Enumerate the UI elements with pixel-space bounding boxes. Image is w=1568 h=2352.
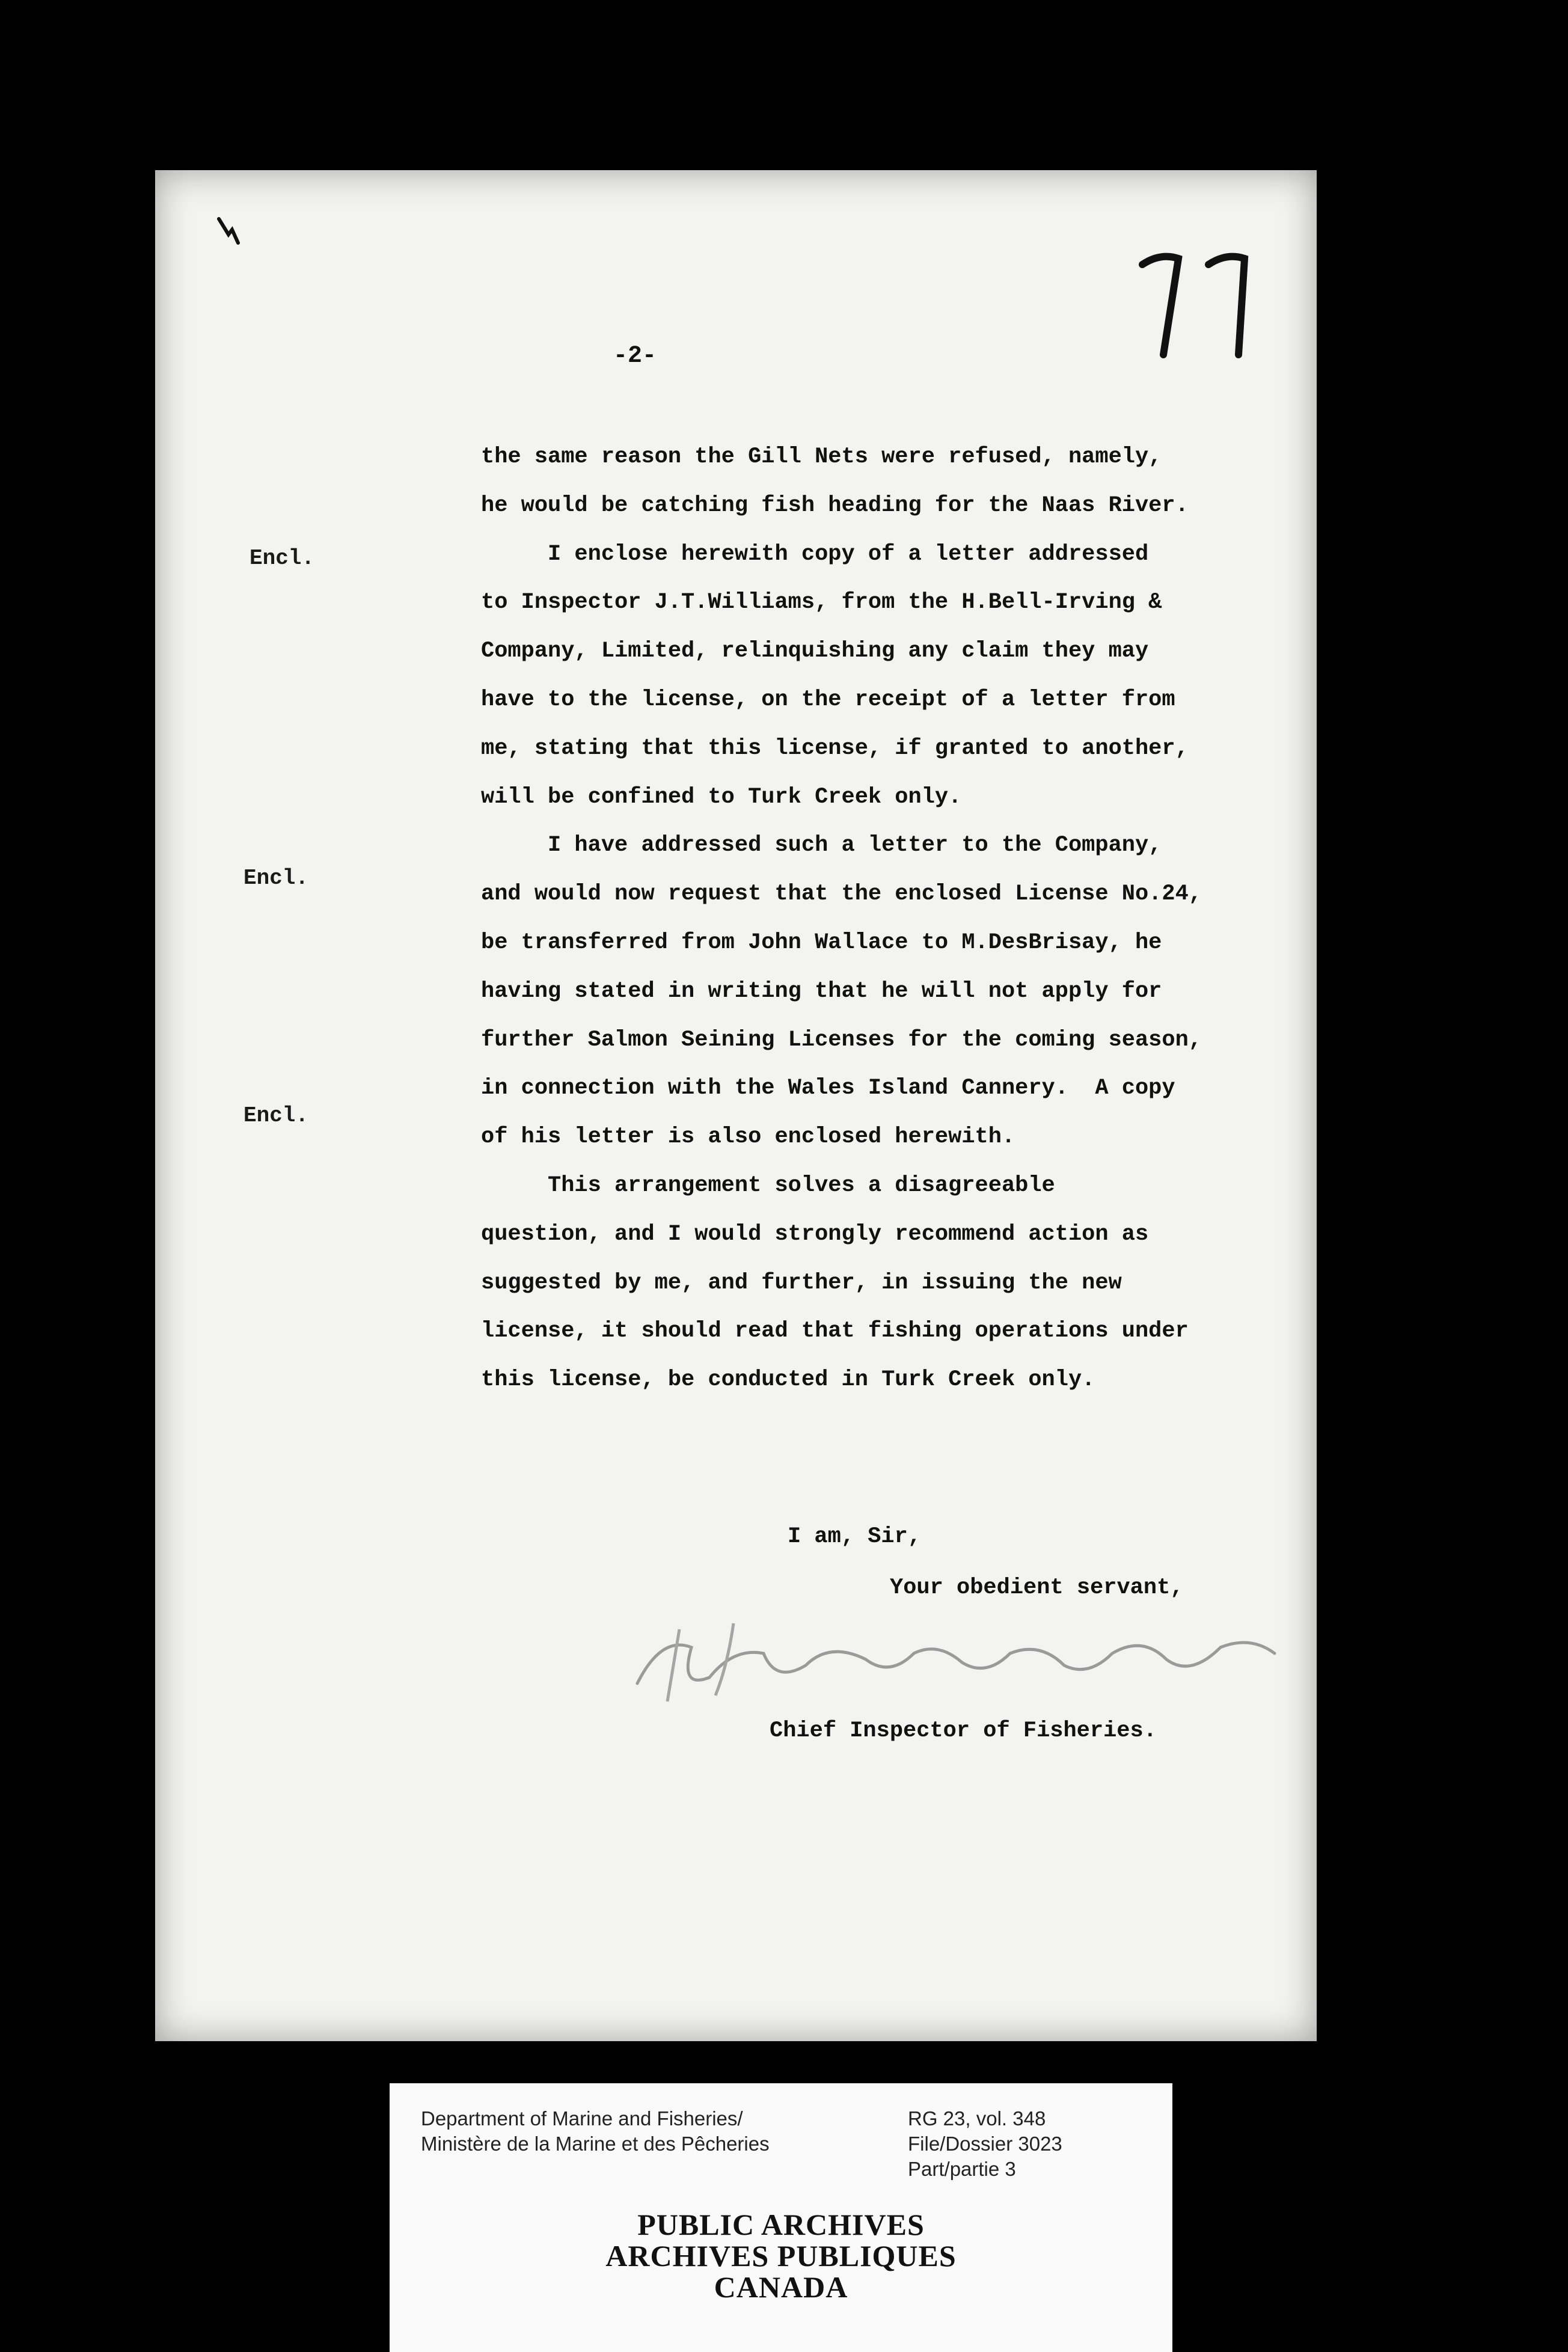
body-line: having stated in writing that he will not apply for: [481, 978, 1162, 1004]
signatory-title: Chief Inspector of Fisheries.: [770, 1718, 1157, 1744]
body-line: license, it should read that fishing operations under: [481, 1318, 1189, 1344]
body-line: have to the license, on the receipt of a letter from: [481, 687, 1175, 712]
salutation-line: Your obedient servant,: [890, 1575, 1184, 1600]
department-english: Department of Marine and Fisheries/: [421, 2107, 743, 2130]
part-number: Part/partie 3: [908, 2158, 1016, 2180]
body-line: be transferred from John Wallace to M.DesBrisay, he: [481, 929, 1162, 955]
body-line: suggested by me, and further, in issuing the new: [481, 1270, 1122, 1296]
body-line: This arrangement solves a disagreeable: [481, 1172, 1055, 1198]
record-group-reference: RG 23, vol. 348: [908, 2107, 1046, 2130]
body-line: me, stating that this license, if granted to another,: [481, 735, 1189, 761]
body-line: I have addressed such a letter to the Company,: [481, 833, 1162, 859]
handwritten-signature: [625, 1611, 1299, 1713]
body-line: this license, be conducted in Turk Creek only.: [481, 1367, 1095, 1393]
archive-stamp-line-2: ARCHIVES PUBLIQUES: [605, 2239, 957, 2273]
letter-body: [481, 433, 1299, 1404]
body-line: to Inspector J.T.Williams, from the H.Bell-Irving &: [481, 590, 1162, 616]
margin-note-encl-3: Encl.: [243, 1103, 309, 1128]
body-line: the same reason the Gill Nets were refused, namely,: [481, 444, 1162, 470]
margin-note-encl-2: Encl.: [243, 866, 309, 890]
body-line: I enclose herewith copy of a letter addressed: [481, 541, 1149, 567]
archive-label-card: [390, 2083, 1172, 2352]
closing-line: I am, Sir,: [788, 1524, 922, 1549]
body-line: will be confined to Turk Creek only.: [481, 784, 962, 810]
folio-number-handwritten: [1136, 240, 1281, 361]
body-line: he would be catching fish heading for the Naas River.: [481, 492, 1189, 518]
margin-note-encl-1: Encl.: [250, 546, 315, 571]
body-line: Company, Limited, relinquishing any claim they may: [481, 639, 1149, 664]
body-line: and would now request that the enclosed License No.24,: [481, 881, 1202, 907]
department-french: Ministère de la Marine et des Pêcheries: [421, 2133, 770, 2155]
file-number: File/Dossier 3023: [908, 2133, 1062, 2155]
margin-tick-mark: [216, 216, 240, 247]
body-line: in connection with the Wales Island Cannery. A copy: [481, 1076, 1175, 1101]
page-number: -2-: [613, 343, 657, 370]
archive-stamp-line-1: PUBLIC ARCHIVES: [637, 2208, 925, 2241]
body-line: of his letter is also enclosed herewith.: [481, 1124, 1015, 1150]
archive-stamp-line-3: CANADA: [714, 2270, 848, 2304]
body-line: further Salmon Seining Licenses for the coming season,: [481, 1027, 1202, 1053]
body-line: question, and I would strongly recommend action as: [481, 1221, 1149, 1247]
